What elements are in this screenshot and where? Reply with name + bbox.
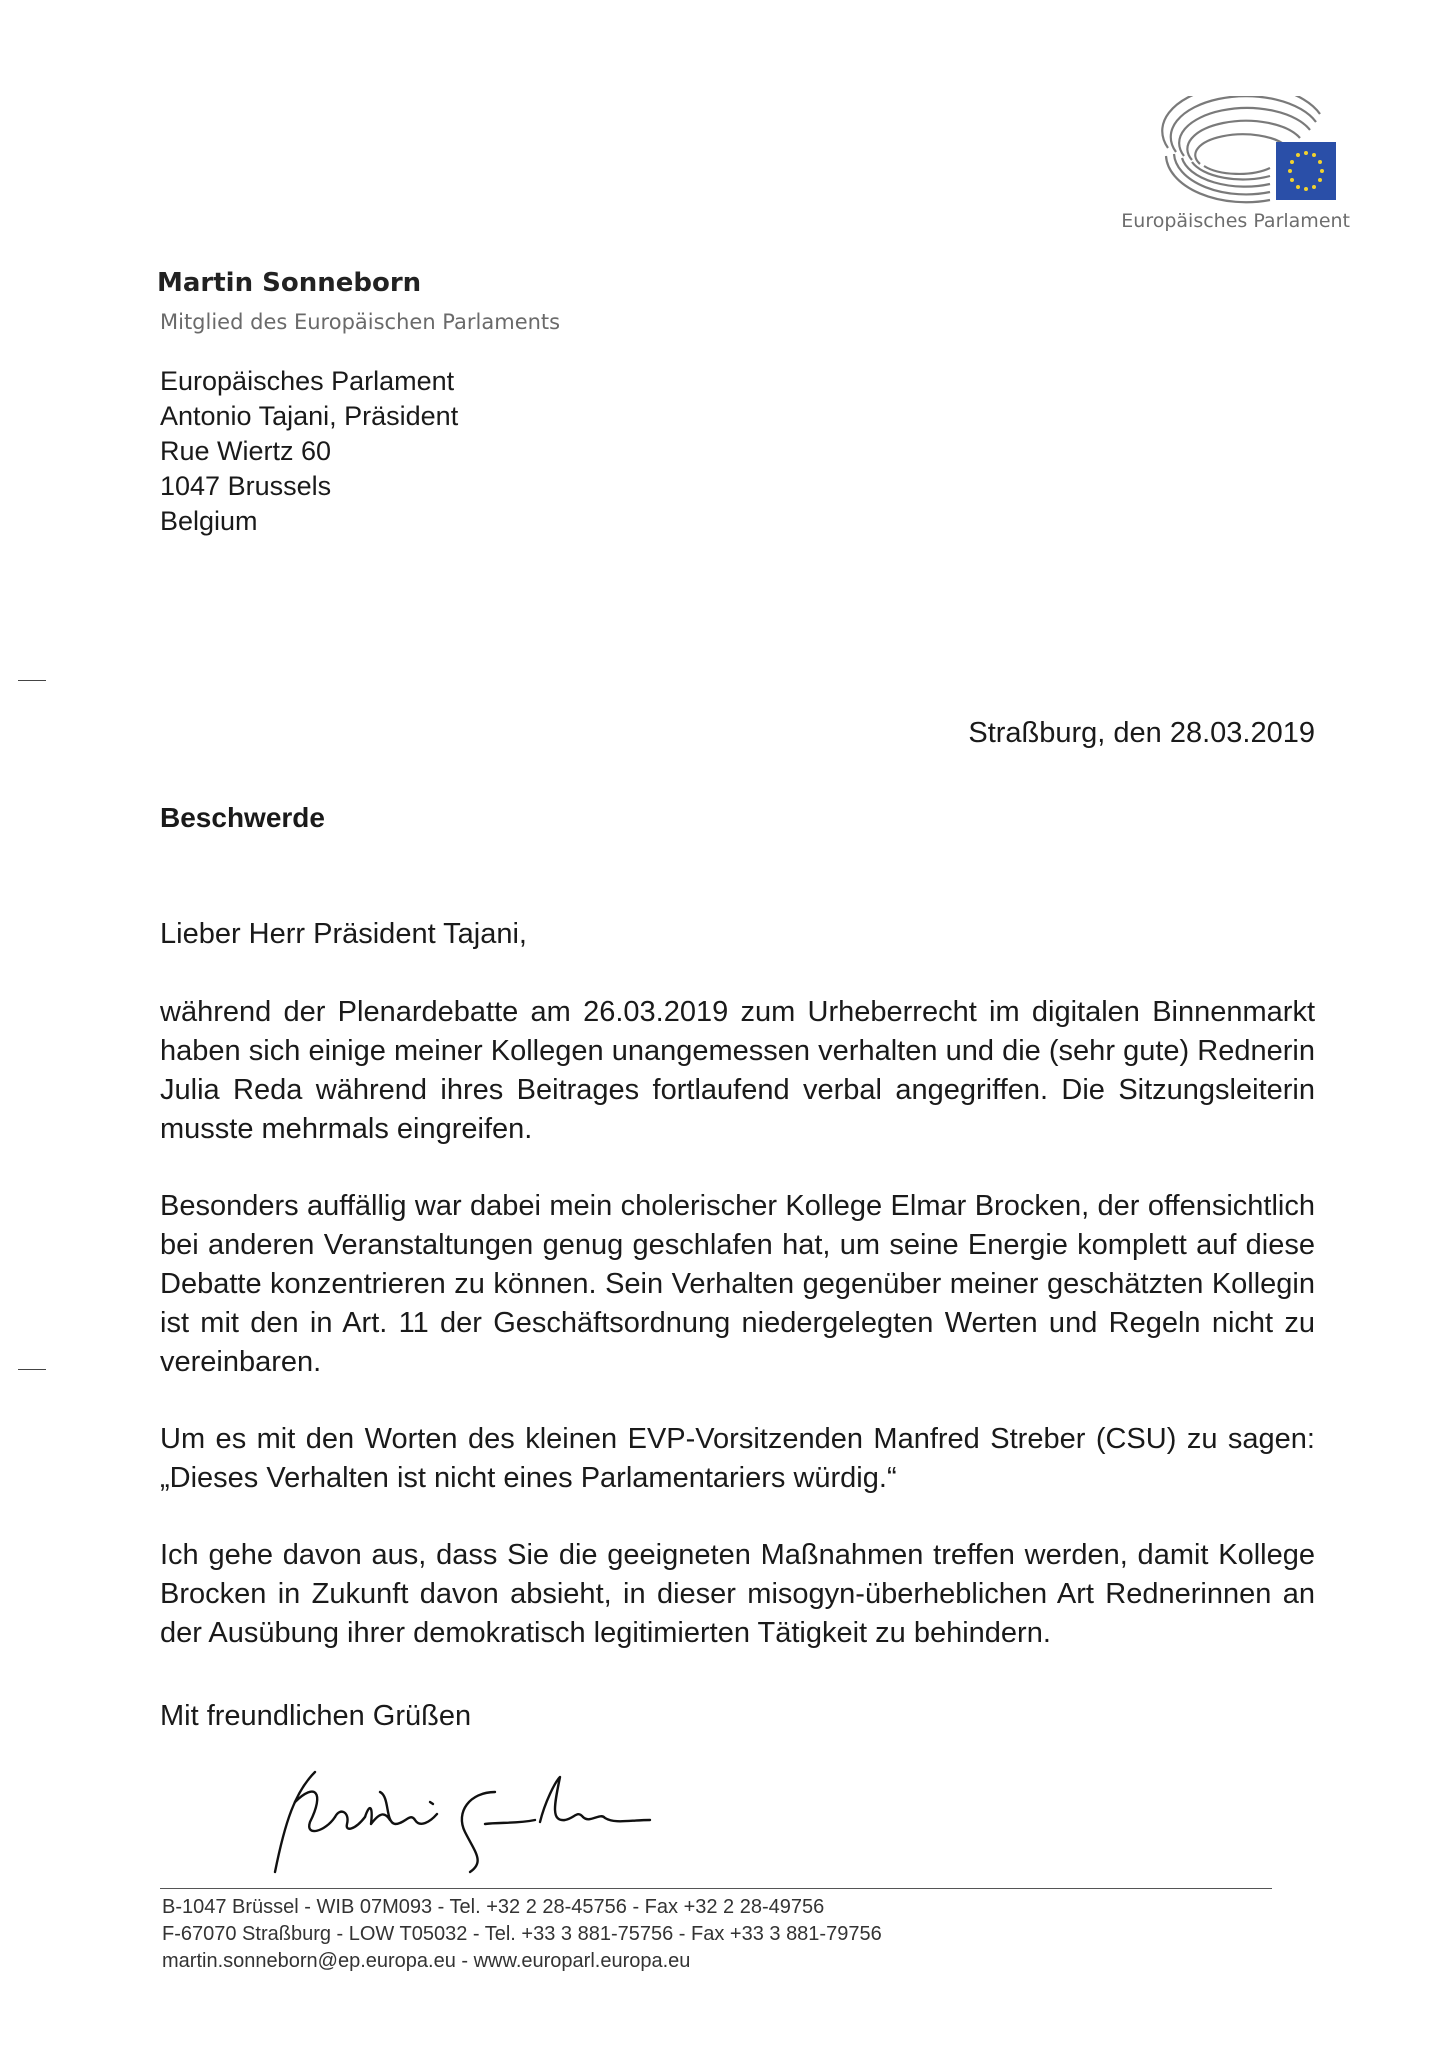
subject: Beschwerde: [160, 802, 325, 833]
footer-divider: [160, 1888, 1272, 1889]
institution-name: Europäisches Parlament: [1121, 210, 1350, 232]
eu-flag-icon: [1276, 142, 1336, 200]
paragraph: Ich gehe davon aus, dass Sie die geeigneten Maßnahmen treffen werden, damit Kollege Brocken in Zukunft davon absieht, in dieser misogyn-überheblichen Art Rednerinnen an der Ausübung ihrer demokratisch legitimierten Tätigkeit zu behindern.: [160, 1539, 1315, 1649]
salutation: Lieber Herr Präsident Tajani,: [160, 918, 527, 950]
footer-contact: [162, 1894, 882, 1975]
address-line: 1047 Brussels: [160, 471, 332, 501]
sender-name: Martin Sonneborn: [157, 268, 422, 298]
closing: Mit freundlichen Grüßen: [160, 1700, 472, 1732]
fold-mark: [18, 1369, 46, 1370]
fold-mark: [18, 680, 46, 681]
handwritten-signature: [255, 1762, 675, 1887]
address-line: Rue Wiertz 60: [160, 436, 332, 466]
paragraph: Besonders auffällig war dabei mein cholerischer Kollege Elmar Brocken, der offensichtlich bei anderen Veranstaltungen genug geschlafen hat, um seine Energie komplett auf diese Debatte konzentrieren zu können. Sein Verhalten gegenüber meiner geschätzten Kollegin ist mit den in Art. 11 der Geschäftsordnung niedergelegten Werten und Regeln nicht zu vereinbaren.: [160, 1190, 1315, 1378]
address-line: Antonio Tajani, Präsident: [160, 401, 459, 431]
address-line: Europäisches Parlament: [160, 366, 455, 396]
letter-body: [160, 993, 1315, 1691]
european-parliament-hemicycle-icon: [1160, 96, 1340, 206]
sender-role: Mitglied des Europäischen Parlaments: [160, 310, 561, 334]
parliament-logo: [1121, 96, 1350, 232]
paragraph: Um es mit den Worten des kleinen EVP-Vorsitzenden Manfred Streber (CSU) zu sagen: „Dieses Verhalten ist nicht eines Parlamentariers würdig.“: [160, 1423, 1315, 1494]
recipient-address: [160, 364, 458, 539]
footer-line: martin.sonneborn@ep.europa.eu - www.europarl.europa.eu: [162, 1950, 691, 1972]
footer-line: B-1047 Brüssel - WIB 07M093 - Tel. +32 2 28-45756 - Fax +32 2 28-49756: [162, 1896, 825, 1918]
date-line: Straßburg, den 28.03.2019: [968, 717, 1315, 749]
paragraph: während der Plenardebatte am 26.03.2019 zum Urheberrecht im digitalen Binnenmarkt haben sich einige meiner Kollegen unangemessen verhalten und die (sehr gute) Rednerin Julia Reda während ihres Beitrages fortlaufend verbal angegriffen. Die Sitzungsleiterin musste mehrmals eingreifen.: [160, 996, 1315, 1145]
address-line: Belgium: [160, 506, 258, 536]
footer-line: F-67070 Straßburg - LOW T05032 - Tel. +33 3 881-75756 - Fax +33 3 881-79756: [162, 1923, 882, 1945]
